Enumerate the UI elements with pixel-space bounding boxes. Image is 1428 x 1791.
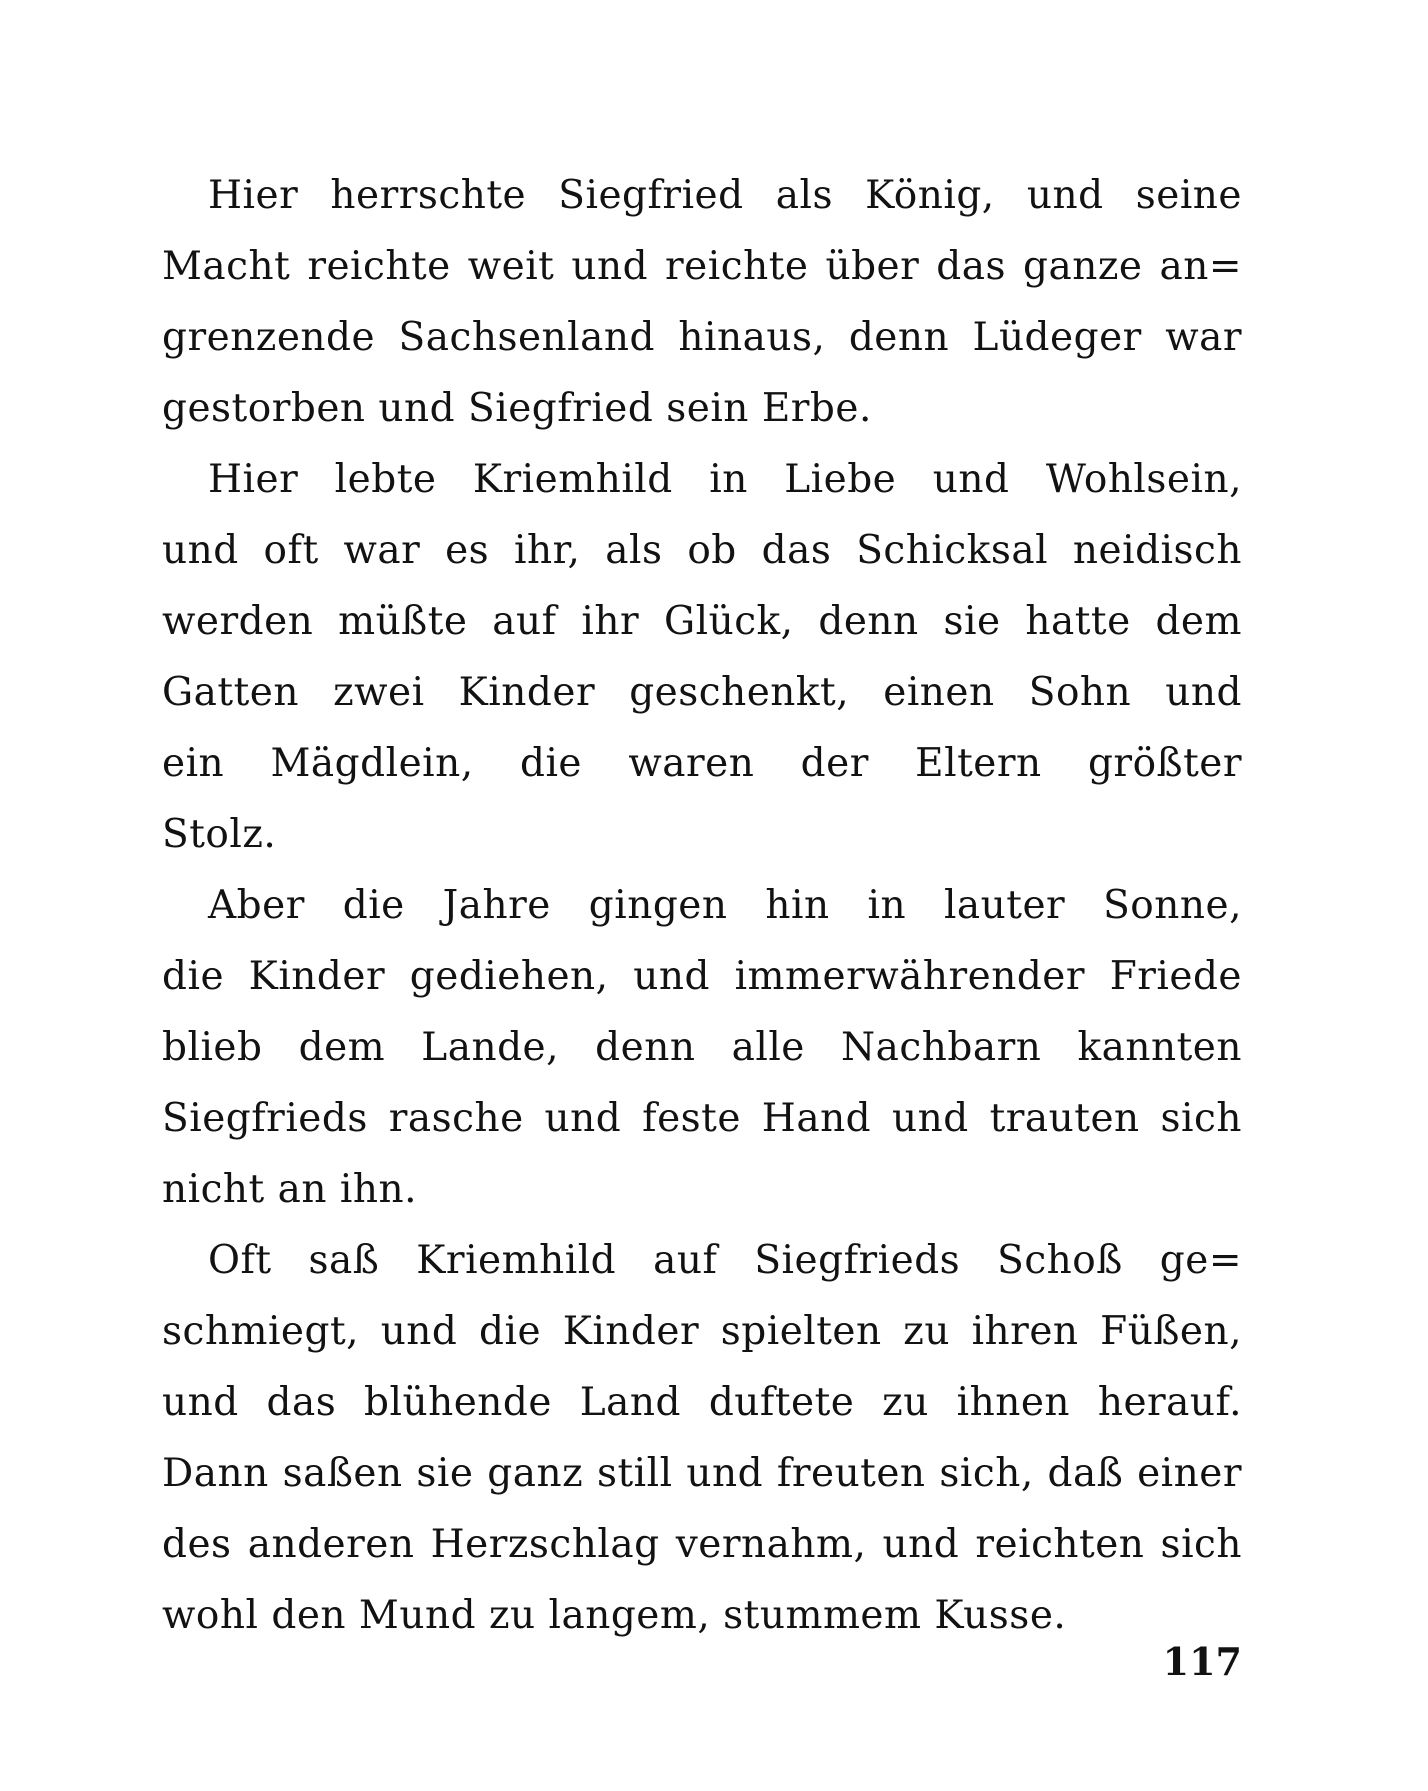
paragraph-4: [162, 1225, 1242, 1651]
text-line: ein Mägdlein, die waren der Eltern größter: [162, 741, 1242, 786]
text-line: Dann saßen sie ganz still und freuten sich, daß einer: [162, 1451, 1242, 1496]
body-text: [162, 160, 1242, 1651]
text-line: und das blühende Land duftete zu ihnen herauf.: [162, 1380, 1242, 1425]
text-line: wohl den Mund zu langem, stummem Kusse.: [162, 1593, 1067, 1638]
text-line: Siegfrieds rasche und feste Hand und trauten sich: [162, 1096, 1242, 1141]
text-line: gestorben und Siegfried sein Erbe.: [162, 386, 872, 431]
text-line: grenzende Sachsenland hinaus, denn Lüdeger war: [162, 315, 1242, 360]
text-line: Macht reichte weit und reichte über das ganze an=: [162, 244, 1242, 289]
text-line: Gatten zwei Kinder geschenkt, einen Sohn und: [162, 670, 1242, 715]
paragraph-3: [162, 870, 1242, 1225]
text-line: und oft war es ihr, als ob das Schicksal neidisch: [162, 528, 1242, 573]
text-line: nicht an ihn.: [162, 1167, 417, 1212]
text-line: Hier herrschte Siegfried als König, und seine: [208, 173, 1242, 218]
page-number: 117: [1162, 1639, 1242, 1684]
paragraph-1: [162, 160, 1242, 444]
text-line: blieb dem Lande, denn alle Nachbarn kannten: [162, 1025, 1242, 1070]
text-line: die Kinder gediehen, und immerwährender Friede: [162, 954, 1242, 999]
text-line: Stolz.: [162, 812, 277, 857]
text-line: werden müßte auf ihr Glück, denn sie hatte dem: [162, 599, 1242, 644]
text-line: schmiegt, und die Kinder spielten zu ihren Füßen,: [162, 1309, 1242, 1354]
text-line: Oft saß Kriemhild auf Siegfrieds Schoß ge=: [208, 1238, 1242, 1283]
text-line: Hier lebte Kriemhild in Liebe und Wohlsein,: [208, 457, 1242, 502]
text-line: Aber die Jahre gingen hin in lauter Sonne,: [208, 883, 1242, 928]
paragraph-2: [162, 444, 1242, 870]
text-line: des anderen Herzschlag vernahm, und reichten sich: [162, 1522, 1242, 1567]
